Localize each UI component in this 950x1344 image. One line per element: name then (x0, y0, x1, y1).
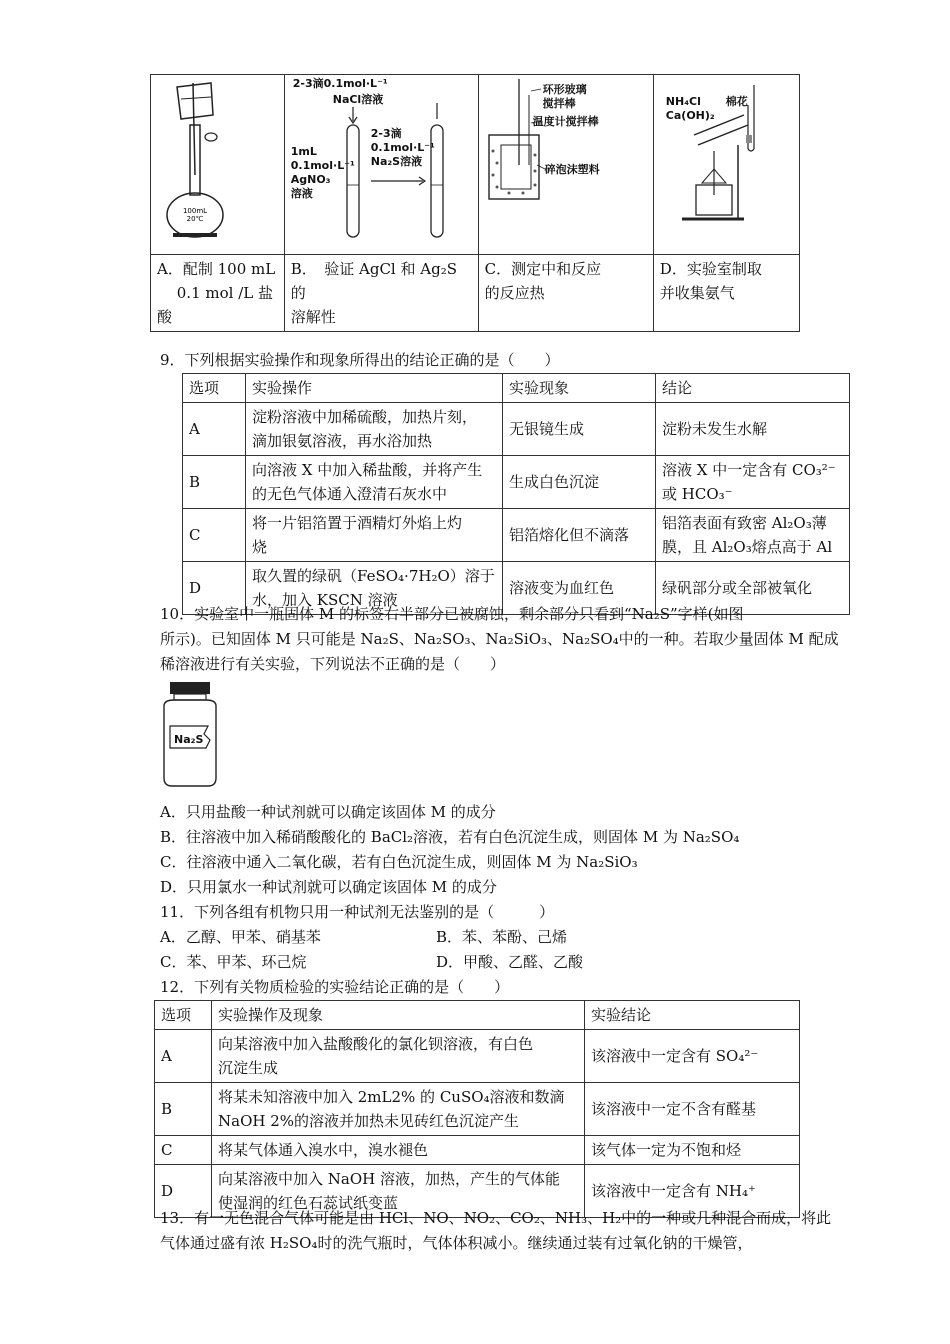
fig-b-drop-top2: NaCl溶液 (332, 93, 384, 106)
q9-cell: 溶液变为血红色 (503, 562, 656, 615)
q9-cell: C (183, 509, 246, 562)
fig-c-label2: 搅拌棒 (542, 97, 576, 110)
fig-c-label4: 碎泡沫塑料 (544, 163, 600, 176)
q12-header: 选项 (155, 1001, 212, 1030)
q9-cell: 铝箔表面有致密 Al₂O₃薄 膜，且 Al₂O₃熔点高于 Al (656, 509, 850, 562)
fig-c-label3: 温度计搅拌棒 (532, 115, 599, 128)
fig-d-label1: NH₄Cl (665, 95, 701, 108)
fig-c-label1: 环形玻璃 (542, 83, 587, 96)
q10-option-d: D．只用氯水一种试剂就可以确定该固体 M 的成分 (160, 878, 497, 896)
q9-stem: 9．下列根据实验操作和现象所得出的结论正确的是（ ） (160, 351, 560, 369)
bottle-label-text: Na₂S (174, 733, 204, 746)
q12-cell: 该气体一定为不饱和烃 (585, 1136, 800, 1165)
q11-option-b: B．苯、苯酚、己烯 (436, 928, 568, 946)
q12-cell: 向某溶液中加入盐酸酸化的氯化钡溶液，有白色 沉淀生成 (212, 1030, 585, 1083)
q10-option-b: B．往溶液中加入稀硝酸酸化的 BaCl₂溶液，若有白色沉淀生成，则固体 M 为 Na₂SO₄ (160, 828, 740, 846)
q9-cell: B (183, 456, 246, 509)
q8-table (150, 74, 800, 332)
q9-cell: A (183, 403, 246, 456)
q9-header: 选项 (183, 374, 246, 403)
q10-option-c: C．往溶液中通入二氧化碳，若有白色沉淀生成，则固体 M 为 Na₂SiO₃ (160, 853, 638, 871)
q9-cell: 生成白色沉淀 (503, 456, 656, 509)
q9-cell: D (183, 562, 246, 615)
fig-d-label3: 棉花 (725, 95, 748, 108)
q12-header: 实验结论 (585, 1001, 800, 1030)
q10-stem-line3: 稀溶液进行有关实验，下列说法不正确的是（ ） (160, 655, 506, 673)
q12-table (154, 1000, 800, 1218)
q9-cell: 向溶液 X 中加入稀盐酸，并将产生 的无色气体通入澄清石灰水中 (246, 456, 503, 509)
q8-figure-a-cell (151, 75, 285, 255)
fig-b-right1: 2-3滴 (370, 127, 402, 140)
q12-cell: C (155, 1136, 212, 1165)
flask-label-volume: 100mL (182, 207, 208, 215)
q9-table (182, 373, 850, 615)
q8-figure-b-cell (284, 75, 478, 255)
fig-b-right2: 0.1mol·L⁻¹ (370, 141, 435, 154)
q9-cell: 溶液 X 中一定含有 CO₃²⁻ 或 HCO₃⁻ (656, 456, 850, 509)
q9-cell: 淀粉溶液中加稀硫酸，加热片刻， 滴加银氨溶液，再水浴加热 (246, 403, 503, 456)
q8-figure-d-cell (653, 75, 799, 255)
q9-cell: 将一片铝箔置于酒精灯外焰上灼 烧 (246, 509, 503, 562)
volumetric-flask-figure (151, 75, 279, 247)
q12-cell: 该溶液中一定含有 SO₄²⁻ (585, 1030, 800, 1083)
q11-option-d: D．甲酸、乙醛、乙酸 (436, 953, 584, 971)
q9-header: 结论 (656, 374, 850, 403)
q11-stem: 11．下列各组有机物只用一种试剂无法鉴别的是（ ） (160, 903, 555, 921)
flask-label-temp: 20℃ (186, 215, 204, 223)
q9-header: 实验操作 (246, 374, 503, 403)
q10-stem-line2: 所示)。已知固体 M 只可能是 Na₂S、Na₂SO₃、Na₂SiO₃、Na₂SO₄中的一种。若取少量固体 M 配成 (160, 630, 839, 648)
q9-cell: 绿矾部分或全部被氧化 (656, 562, 850, 615)
fig-b-left3: AgNO₃ (290, 173, 331, 186)
q12-header: 实验操作及现象 (212, 1001, 585, 1030)
test-tube-figure (285, 75, 471, 247)
q9-cell: 铝箔熔化但不滴落 (503, 509, 656, 562)
q8-option-b: B． 验证 AgCl 和 Ag₂S 的 溶解性 (284, 255, 478, 332)
q9-cell: 取久置的绿矾（FeSO₄·7H₂O）溶于 水，加入 KSCN 溶液 (246, 562, 503, 615)
q10-stem-line1: 10．实验室中一瓶固体 M 的标签右半部分已被腐蚀，剩余部分只看到“Na₂S”字样(如图 (160, 605, 744, 623)
q12-cell: 向某溶液中加入 NaOH 溶液，加热，产生的气体能 使湿润的红色石蕊试纸变蓝 (212, 1165, 585, 1218)
ammonia-apparatus-figure (654, 75, 794, 247)
q12-cell: D (155, 1165, 212, 1218)
q12-cell: 将某未知溶液中加入 2mL2% 的 CuSO₄溶液和数滴 NaOH 2%的溶液并加热未见砖红色沉淀产生 (212, 1083, 585, 1136)
fig-b-left4: 溶液 (290, 187, 313, 200)
fig-b-drop-top: 2-3滴0.1mol·L⁻¹ (292, 77, 388, 90)
q9-header: 实验现象 (503, 374, 656, 403)
fig-b-left1: 1mL (290, 145, 317, 158)
fig-d-label2: Ca(OH)₂ (665, 109, 715, 122)
q10-option-a: A．只用盐酸一种试剂就可以确定该固体 M 的成分 (160, 803, 496, 821)
q11-option-a: A．乙醇、甲苯、硝基苯 (160, 928, 321, 946)
fig-b-left2: 0.1mol·L⁻¹ (290, 159, 355, 172)
q12-cell: 该溶液中一定含有 NH₄⁺ (585, 1165, 800, 1218)
q12-cell: 该溶液中一定不含有醛基 (585, 1083, 800, 1136)
q12-stem: 12．下列有关物质检验的实验结论正确的是（ ） (160, 978, 510, 996)
q13-stem-line2: 气体通过盛有浓 H₂SO₄时的洗气瓶时，气体体积减小。继续通过装有过氧化钠的干燥管， (160, 1234, 753, 1252)
q8-option-a: A．配制 100 mL 0.1 mol /L 盐 酸 (151, 255, 285, 332)
fig-b-right3: Na₂S溶液 (370, 155, 423, 168)
q9-cell: 淀粉未发生水解 (656, 403, 850, 456)
q12-cell: 将某气体通入溴水中，溴水褪色 (212, 1136, 585, 1165)
q8-option-d: D．实验室制取 并收集氨气 (653, 255, 799, 332)
q12-cell: A (155, 1030, 212, 1083)
q11-option-c: C．苯、甲苯、环己烷 (160, 953, 307, 971)
q8-figure-c-cell (478, 75, 653, 255)
q12-cell: B (155, 1083, 212, 1136)
q9-cell: 无银镜生成 (503, 403, 656, 456)
q8-option-c: C．测定中和反应 的反应热 (478, 255, 653, 332)
q13-stem-line1: 13．有一无色混合气体可能是由 HCl、NO、NO₂、CO₂、NH₃、H₂中的一种或几种混合而成，将此 (160, 1209, 832, 1227)
